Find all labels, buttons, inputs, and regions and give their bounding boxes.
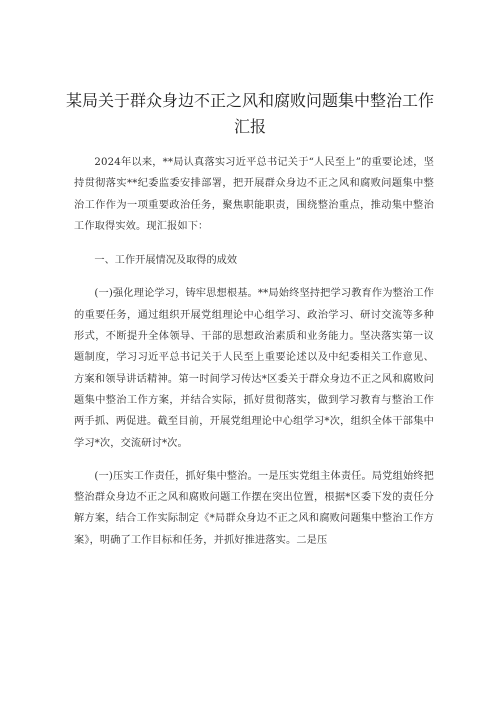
title-line-2: 汇报	[233, 117, 266, 136]
document-body	[74, 152, 434, 551]
intro-paragraph: 2024年以来，**局认真落实习近平总书记关于“人民至上”的重要论述，坚持贯彻落实**纪委监委安排部署，把开展群众身边不正之风和腐败问题集中整治工作作为一项重要政治任务，聚焦职能职责，围绕整治重点，推动集中整治工作取得实效。现汇报如下：	[74, 157, 434, 232]
paragraph-responsibility: (一)压实工作责任，抓好集中整治。一是压实党组主体责任。局党组始终把整治群众身边不正之风和腐败问题工作摆在突出位置，根据*区委下发的责任分解方案，结合工作实际制定《*局群众身边不正之风和腐败问题集中整治工作方案》，明确了工作目标和任务，并抓好推进落实。二是压	[74, 470, 434, 546]
title-line-1: 某局关于群众身边不正之风和腐败问题集中整治工作	[65, 91, 434, 110]
section-heading: 一、工作开展情况及取得的成效	[94, 255, 238, 267]
paragraph-theory-study: (一)强化理论学习，铸牢思想根基。**局始终坚持把学习教育作为整治工作的重要任务，通过组织开展党组理论中心组学习、政治学习、研讨交流等多种形式，不断提升全体领导、干部的思想政治素质和业务能力。坚决落实第一议题制度，学习习近平总书记关于人民至上重要论述以及中纪委相关工作意见、方案和领导讲话精神。第一时间学习传达*区委关于群众身边不正之风和腐败问题集中整治工作方案，并结合实际，抓好贯彻落实，做到学习教育与整治工作两手抓、两促进。截至目前，开展党组理论中心组学习*次，组织全体干部集中学习*次，交流研讨*次。	[74, 288, 434, 449]
document-title	[60, 88, 440, 140]
